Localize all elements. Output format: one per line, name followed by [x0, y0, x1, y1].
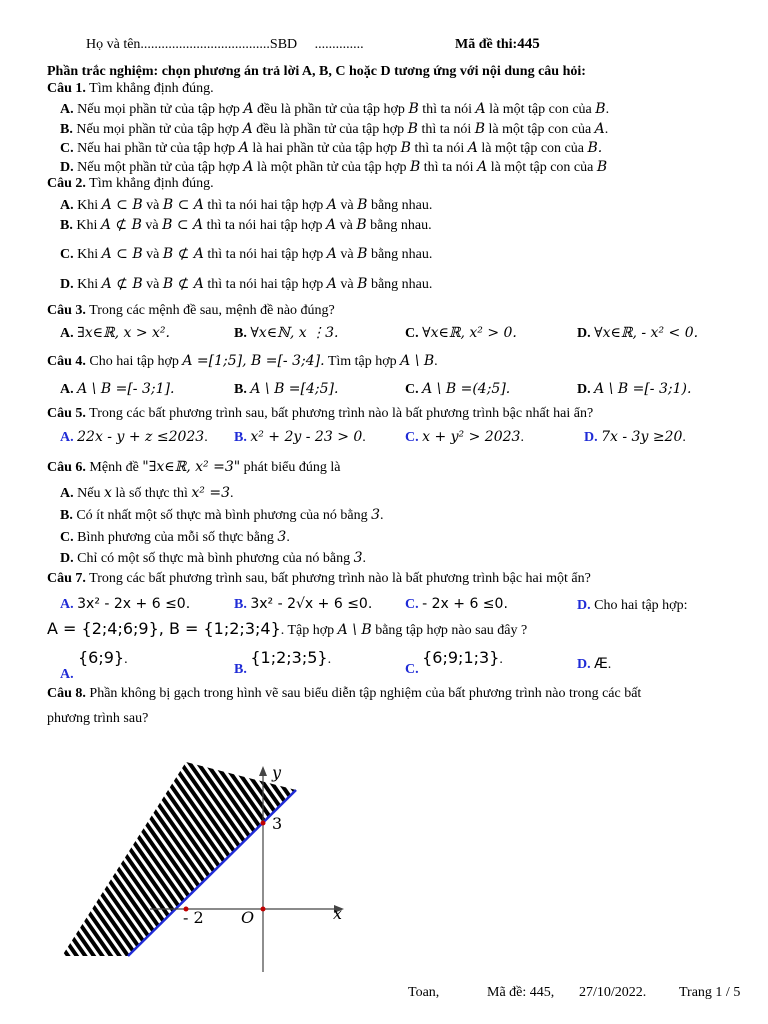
- math-var: A: [467, 140, 478, 156]
- footer-page-number: Trang 1 / 5: [679, 985, 741, 1000]
- option-text: và: [339, 218, 353, 233]
- exam-code-value: 445: [517, 36, 540, 52]
- exam-code-label: Mã đề thi:: [455, 37, 518, 52]
- q3-option-d: [577, 325, 698, 342]
- option-end: .: [362, 551, 367, 566]
- option-letter: A.: [60, 597, 74, 612]
- option-text: là một phần tử của tập hợp: [256, 160, 407, 175]
- option-text: và: [146, 277, 160, 292]
- q5-option-a: [60, 429, 208, 446]
- option-text: bằng nhau.: [370, 218, 432, 233]
- math-var: A: [594, 121, 605, 137]
- option-text: Nếu mọi phần tử của tập hợp: [76, 122, 240, 137]
- math-var: A: [242, 121, 253, 137]
- math-expr: A = {2;4;6;9}, B = {1;2;3;4}: [47, 619, 281, 638]
- option-text: và: [146, 198, 160, 213]
- x-axis-label: x: [333, 904, 343, 923]
- q3-option-a: [60, 325, 170, 342]
- option-end: .: [605, 102, 610, 117]
- question-text: phát biểu đúng là: [243, 460, 341, 475]
- question-label: Câu 5.: [47, 406, 86, 421]
- q2-option-a: [60, 197, 432, 214]
- question-text: Tìm khẳng định đúng.: [89, 176, 214, 191]
- option-end: .: [607, 657, 612, 672]
- math-expr: 3x² - 2x + 6 ≤0.: [77, 596, 191, 612]
- section-intro: Phần trắc nghiệm: chọn phương án trả lời A, B, C hoặc D tương ứng với nội dung câu hỏi:: [47, 64, 586, 79]
- inequality-graph: [0, 740, 400, 990]
- math-var: x: [103, 485, 112, 501]
- option-end: .: [380, 508, 384, 523]
- q5-option-d: [584, 429, 686, 446]
- option-text: là số thực thì: [115, 486, 188, 501]
- point-y-intercept: [261, 821, 266, 826]
- question-text: Trong các bất phương trình sau, bất phương trình nào là bất phương trình bậc hai một ẩn?: [89, 571, 591, 586]
- option-end: .: [204, 430, 208, 445]
- option-text: bằng nhau.: [370, 198, 433, 213]
- question-label: Câu 2.: [47, 176, 86, 191]
- option-letter: C.: [405, 662, 419, 677]
- option-text: Nếu hai phần tử của tập hợp: [77, 141, 236, 156]
- option-letter: B.: [60, 122, 73, 137]
- math-expr: A \ B =[- 3;1].: [77, 381, 175, 397]
- math-expr: B ⊂ A: [162, 217, 204, 233]
- option-letter: D.: [577, 382, 591, 397]
- option-letter: A.: [60, 667, 74, 682]
- q2-option-d: [60, 276, 432, 293]
- option-text: là một tập con của: [488, 122, 592, 137]
- question-text: Phần không bị gạch trong hình vẽ sau biểu diễn tập nghiệm của bất phương trình nào trong các bất: [89, 686, 642, 701]
- math-expr: Æ: [594, 656, 608, 672]
- q5-option-c: [405, 429, 524, 446]
- option-text: thì ta nói: [414, 141, 465, 156]
- q7b-stem: [47, 619, 527, 639]
- q1-option-c: [60, 140, 602, 157]
- question-label: Câu 6.: [47, 460, 86, 475]
- q7b-option-d: [577, 656, 611, 673]
- option-text: và: [145, 218, 159, 233]
- option-text: Nếu một phần tử của tập hợp: [77, 160, 240, 175]
- q1-option-b: [60, 121, 608, 138]
- q7-option-c: [405, 596, 508, 613]
- option-text: và: [340, 247, 354, 262]
- question-text-cont: phương trình sau?: [47, 711, 149, 726]
- q7b-option-a-value: [78, 648, 128, 668]
- question-6: [47, 459, 340, 476]
- option-end: .: [286, 530, 290, 545]
- math-var: 3: [277, 529, 287, 545]
- math-var: A: [243, 101, 254, 117]
- option-letter: D.: [60, 551, 74, 566]
- question-5: [47, 406, 593, 422]
- option-text: Chỉ có một số thực mà bình phương của nó bằng: [77, 551, 351, 566]
- math-expr: {1;2;3;5}: [250, 648, 328, 667]
- math-expr: ∀x∈ℝ, x² > 0.: [422, 325, 517, 341]
- math-expr: 3x² - 2√x + 6 ≤0.: [250, 596, 373, 612]
- math-expr: B ⊄ A: [162, 246, 204, 262]
- option-text: và: [340, 198, 354, 213]
- math-expr: A \ B =[- 3;1).: [594, 381, 692, 397]
- question-8: [47, 686, 641, 702]
- q6-option-a: [60, 485, 234, 502]
- math-var: B: [357, 246, 368, 262]
- question-text: Trong các mệnh đề sau, mệnh đề nào đúng?: [89, 303, 335, 318]
- q6-option-d: [60, 550, 366, 567]
- math-expr: ∀x∈ℝ, - x² < 0.: [594, 325, 699, 341]
- option-letter: C.: [60, 141, 74, 156]
- option-text: Bình phương của mỗi số thực bằng: [77, 530, 274, 545]
- question-text: . Tập hợp: [280, 623, 335, 638]
- option-end: .: [124, 652, 128, 667]
- option-text: Nếu: [77, 486, 101, 501]
- option-letter: C.: [405, 326, 419, 341]
- q7b-option-c: [405, 648, 503, 677]
- option-letter: A.: [60, 198, 74, 213]
- option-end: .: [682, 430, 686, 445]
- name-line: Họ và tên.....................................SBD: [86, 37, 298, 52]
- q7-option-b: [234, 596, 372, 613]
- option-letter: B.: [234, 326, 247, 341]
- math-expr: x + y² > 2023: [422, 429, 521, 445]
- math-expr: {6;9}: [78, 648, 125, 667]
- option-letter: B.: [234, 662, 247, 677]
- option-text: Nếu mọi phần tử của tập hợp: [77, 102, 240, 117]
- option-letter: C.: [405, 597, 419, 612]
- option-letter: D.: [577, 598, 591, 613]
- question-label: Câu 4.: [47, 354, 86, 369]
- name-sbd-line: [86, 37, 364, 53]
- math-expr: ∃x∈ℝ, x > x².: [77, 325, 170, 341]
- footer-subject: Toan,: [408, 985, 440, 1000]
- math-var: B: [407, 121, 418, 137]
- question-text: Trong các bất phương trình sau, bất phương trình nào là bất phương trình bậc nhất hai ẩn?: [89, 406, 594, 421]
- q6-option-c: [60, 529, 290, 546]
- question-text: bằng tập hợp nào sau đây ?: [375, 623, 528, 638]
- math-expr: A =[1;5], B =[- 3;4].: [182, 353, 325, 369]
- math-var: B.: [587, 140, 603, 156]
- y-axis-label: y: [272, 763, 282, 782]
- option-text: là một tập con của: [481, 141, 584, 156]
- option-text: bằng nhau.: [370, 277, 433, 292]
- q2-option-b: [60, 217, 432, 234]
- math-expr: x² + 2y - 23 > 0: [250, 429, 363, 445]
- footer-exam-code: Mã đề: 445,: [487, 985, 555, 1000]
- option-text: và: [146, 247, 160, 262]
- math-expr: A \ B =[4;5].: [250, 381, 339, 397]
- math-var: A: [477, 159, 488, 175]
- q4-option-a: [60, 381, 174, 398]
- option-text: đều là phần tử của tập hợp: [256, 102, 405, 117]
- option-letter: B.: [60, 508, 73, 523]
- option-end: .: [230, 486, 234, 501]
- question-2: [47, 176, 214, 192]
- option-letter: A.: [60, 102, 74, 117]
- math-var: B: [400, 140, 411, 156]
- option-text: Khi: [77, 198, 99, 213]
- x-tick-label: - 2: [183, 908, 204, 927]
- math-var: B: [356, 217, 367, 233]
- option-letter: D.: [577, 326, 591, 341]
- q7-option-a: [60, 596, 190, 613]
- option-letter: A.: [60, 326, 74, 341]
- option-letter: B.: [60, 218, 73, 233]
- question-end: .: [434, 354, 438, 369]
- option-text: thì ta nói hai tập hợp: [207, 198, 324, 213]
- math-expr: A \ B =(4;5].: [422, 381, 511, 397]
- question-text: Mệnh đề: [89, 460, 139, 475]
- q7-option-d: [577, 598, 687, 614]
- option-letter: A.: [60, 382, 74, 397]
- q3-option-b: [234, 325, 338, 342]
- option-letter: A.: [60, 430, 74, 445]
- option-text: Cho hai tập hợp:: [594, 598, 688, 613]
- option-text: là một tập con của: [490, 160, 594, 175]
- q4-option-c: [405, 381, 510, 398]
- option-letter: D.: [60, 277, 74, 292]
- question-text: Tìm tập hợp: [327, 354, 397, 369]
- math-expr: x² =3: [191, 485, 230, 501]
- question-label: Câu 8.: [47, 686, 86, 701]
- math-var: B: [408, 101, 419, 117]
- math-expr: A ⊄ B: [100, 217, 142, 233]
- math-var: B: [410, 159, 421, 175]
- option-letter: B.: [234, 430, 247, 445]
- option-letter: C.: [405, 382, 419, 397]
- sbd-dots: ..............: [314, 37, 364, 52]
- option-text: thì ta nói: [422, 102, 473, 117]
- math-expr: A ⊂ B: [101, 246, 143, 262]
- option-letter: D.: [584, 430, 598, 445]
- math-var: A: [238, 140, 249, 156]
- option-text: Khi: [76, 218, 98, 233]
- question-7: [47, 571, 591, 587]
- q7b-option-b: [234, 648, 332, 677]
- option-text: là một tập con của: [489, 102, 592, 117]
- math-expr: B ⊄ A: [162, 276, 204, 292]
- option-text: bằng nhau.: [370, 247, 433, 262]
- option-text: Khi: [77, 247, 99, 262]
- option-text: thì ta nói: [421, 122, 472, 137]
- question-text: Cho hai tập hợp: [89, 354, 179, 369]
- q3-option-c: [405, 325, 517, 342]
- option-text: đều là phần tử của tập hợp: [256, 122, 405, 137]
- option-text: thì ta nói hai tập hợp: [207, 247, 324, 262]
- math-expr: A \ B: [400, 353, 435, 369]
- q6-option-b: [60, 507, 384, 524]
- question-4: [47, 353, 438, 370]
- math-expr: A ⊂ B: [101, 197, 143, 213]
- option-letter: A.: [60, 486, 74, 501]
- math-var: A: [326, 276, 337, 292]
- exam-code: [455, 36, 540, 53]
- q2-option-c: [60, 246, 432, 263]
- math-expr: 7x - 3y ≥20: [601, 429, 683, 445]
- option-letter: D.: [60, 160, 74, 175]
- option-end: .: [362, 430, 366, 445]
- math-var: A: [243, 159, 254, 175]
- math-expr: {6;9;1;3}: [422, 648, 500, 667]
- question-label: Câu 1.: [47, 81, 86, 96]
- math-var: A: [326, 217, 337, 233]
- option-letter: C.: [405, 430, 419, 445]
- math-expr: "∃x∈ℝ, x² =3": [142, 459, 241, 475]
- math-var: B: [357, 197, 368, 213]
- option-text: Khi: [77, 277, 99, 292]
- math-expr: ∀x∈ℕ, x ⋮3.: [250, 325, 339, 341]
- math-expr: A \ B: [337, 622, 372, 638]
- math-var: B: [596, 159, 608, 175]
- question-label: Câu 3.: [47, 303, 86, 318]
- footer-date: 27/10/2022.: [579, 985, 647, 1000]
- math-var: B: [595, 101, 606, 117]
- math-var: B: [357, 276, 368, 292]
- math-var: 3: [353, 550, 363, 566]
- math-var: A: [475, 101, 486, 117]
- q5-option-b: [234, 429, 366, 446]
- math-var: A: [326, 197, 337, 213]
- option-end: .: [604, 122, 609, 137]
- option-text: là hai phần tử của tập hợp: [252, 141, 398, 156]
- math-expr: B ⊂ A: [162, 197, 204, 213]
- option-letter: D.: [577, 657, 591, 672]
- option-text: Có ít nhất một số thực mà bình phương của nó bằng: [76, 508, 368, 523]
- question-label: Câu 7.: [47, 571, 86, 586]
- q4-option-b: [234, 381, 338, 398]
- math-expr: 22x - y + z ≤2023: [77, 429, 205, 445]
- y-arrow-icon: [259, 766, 267, 776]
- q1-option-d: [60, 159, 607, 176]
- question-1: [47, 81, 214, 97]
- math-expr: - 2x + 6 ≤0.: [422, 596, 508, 612]
- shaded-region: [62, 762, 296, 956]
- math-var: B: [474, 121, 486, 137]
- option-letter: C.: [60, 247, 74, 262]
- option-text: thì ta nói: [423, 160, 474, 175]
- origin-label: O: [241, 908, 255, 927]
- option-letter: B.: [234, 597, 247, 612]
- option-end: .: [327, 652, 332, 667]
- point-origin: [261, 907, 266, 912]
- math-var: A: [326, 246, 337, 262]
- option-text: thì ta nói hai tập hợp: [207, 277, 324, 292]
- q7b-option-a-letter: [60, 667, 74, 683]
- question-text: Tìm khẳng định đúng.: [89, 81, 214, 96]
- q4-option-d: [577, 381, 691, 398]
- question-3: [47, 303, 335, 319]
- math-var: 3: [371, 507, 381, 523]
- option-end: .: [499, 652, 503, 667]
- q1-option-a: [60, 101, 609, 118]
- option-text: và: [340, 277, 354, 292]
- y-tick-label: 3: [272, 814, 283, 833]
- option-end: .: [520, 430, 524, 445]
- option-letter: B.: [234, 382, 247, 397]
- math-expr: A ⊄ B: [101, 276, 143, 292]
- option-letter: C.: [60, 530, 74, 545]
- option-text: thì ta nói hai tập hợp: [206, 218, 323, 233]
